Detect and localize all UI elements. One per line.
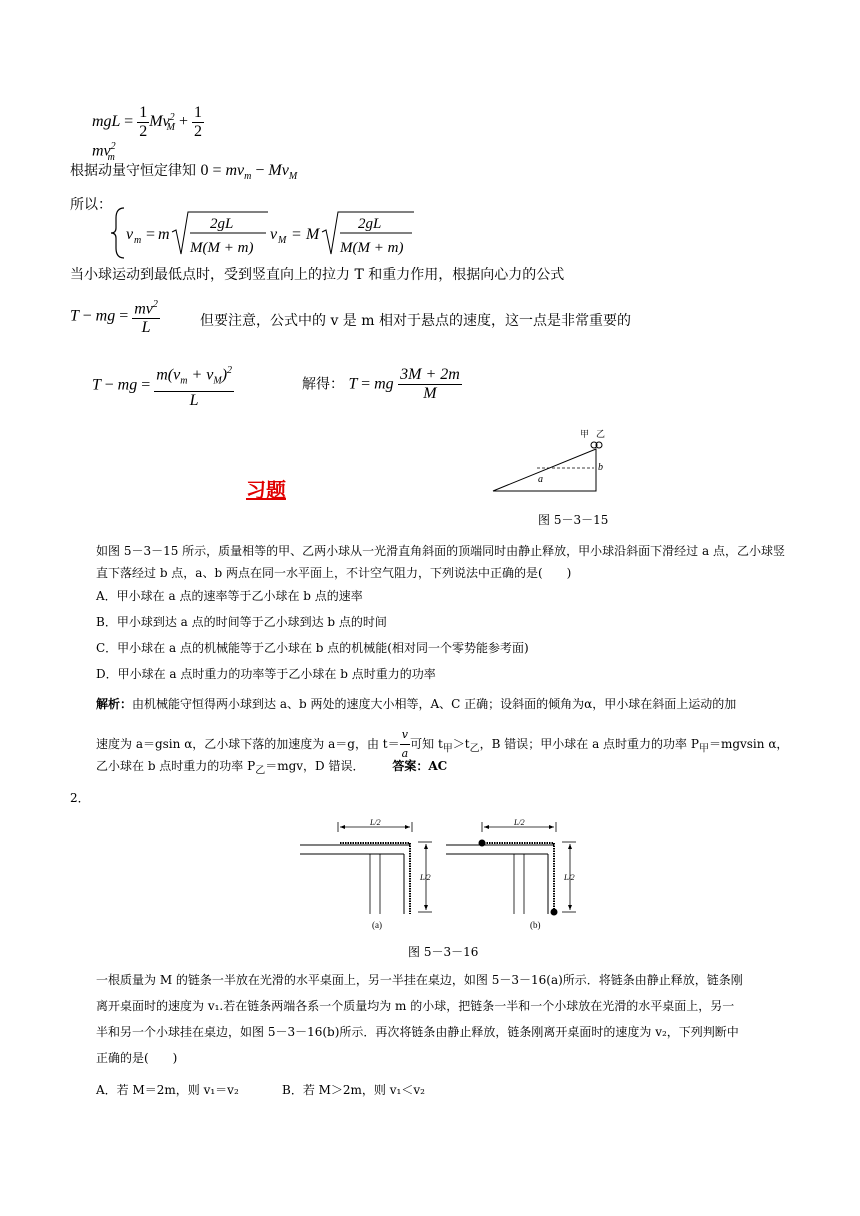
figure-chain <box>300 818 600 942</box>
label-yi: 乙 <box>596 430 606 440</box>
chain-diagram <box>300 818 600 938</box>
centripetal-equation: T − mg = $\frac{mv^2}{L}$ <box>70 296 160 337</box>
q1-option-b[interactable]: B．甲小球到达 a 点的时间等于乙小球到达 b 点的时间 <box>96 615 387 629</box>
q1-option-c[interactable]: C．甲小球在 a 点的机械能等于乙小球在 b 点的机械能(相对同一个零势能参考面) <box>96 641 529 655</box>
svg-text:(b): (b) <box>530 920 541 930</box>
svg-text:=: = <box>292 226 302 243</box>
svg-text:L/2: L/2 <box>420 873 431 882</box>
lowest-point-text: 当小球运动到最低点时，受到竖直向上的拉力 T 和重力作用，根据向心力的公式 <box>70 267 565 283</box>
q1-option-d[interactable]: D．甲小球在 a 点时重力的功率等于乙小球在 b 点时重力的功率 <box>96 667 436 681</box>
so-label: 所以： <box>70 197 112 213</box>
q2-stem-line2: 离开桌面时的速度为 v₁.若在链条两端各系一个质量均为 m 的小球，把链条一半和一个小球放在光滑的水平桌面上，另一 <box>96 999 735 1013</box>
q2-number: 2． <box>70 791 90 805</box>
label-a: a <box>538 474 543 485</box>
svg-text:(a): (a) <box>372 920 382 930</box>
q1-analysis-line3: 乙小球在 b 点时重力的功率 $P_乙=mgv$，D 错误． 答案：AC <box>96 759 448 777</box>
velocity-system <box>110 206 430 264</box>
tension-equation: T − mg = $\frac{m(v_m + v_M)^2}{L}$ <box>92 362 234 410</box>
svg-text:v: v <box>270 226 278 243</box>
svg-text:v: v <box>126 226 134 243</box>
svg-text:L/2: L/2 <box>370 818 381 827</box>
label-b: b <box>598 462 603 473</box>
q2-stem-line3: 半和另一个小球挂在桌边，如图 5－3－16(b)所示．再次将链条由静止释放，链条刚离开桌面时的速度为 v₂，下列判断中 <box>96 1025 739 1039</box>
solve-line: 解得： T = mg $\frac{3M + 2m}{M}$ <box>302 366 460 402</box>
section-title: 习题 <box>246 478 286 502</box>
figure1-caption: 图 5－3－15 <box>538 513 609 527</box>
svg-text:M: M <box>306 226 320 243</box>
incline-diagram <box>488 426 618 496</box>
svg-text:M(M + m): M(M + m) <box>340 240 404 256</box>
svg-text:2gL: 2gL <box>210 216 234 232</box>
svg-text:M(M + m): M(M + m) <box>190 240 254 256</box>
q1-answer: 答案：AC <box>392 759 448 773</box>
svg-text:L/2: L/2 <box>514 818 525 827</box>
velocity-system-svg <box>110 206 430 260</box>
figure-incline <box>488 426 618 500</box>
svg-text:L/2: L/2 <box>564 873 575 882</box>
note-text: 但要注意，公式中的 v 是 m 相对于悬点的速度，这一点是非常重要的 <box>200 313 631 329</box>
svg-text:=: = <box>146 226 156 243</box>
q2-stem-line4: 正确的是( ) <box>96 1051 178 1065</box>
chain-diagram-b <box>446 818 576 930</box>
chain-diagram-a <box>300 818 432 930</box>
q1-analysis-line1: 解析：由机械能守恒得两小球到达 a、b 两处的速度大小相等，A、C 正确；设斜面的倾角为α，甲小球在斜面上运动的加 <box>96 697 737 711</box>
q1-option-a[interactable]: A．甲小球在 a 点的速率等于乙小球在 b 点的速率 <box>96 589 363 603</box>
label-jia: 甲 <box>580 430 590 440</box>
svg-text:M: M <box>278 235 287 246</box>
figure2-caption: 图 5－3－16 <box>408 945 479 959</box>
analysis-label: 解析： <box>96 697 133 711</box>
q2-option-a[interactable]: A．若 M＝2m，则 v₁＝v₂ <box>96 1083 239 1097</box>
q1-stem: 如图 5－3－15 所示，质量相等的甲、乙两小球从一光滑直角斜面的顶端同时由静止释放，甲小球沿斜面下滑经过 a 点，乙小球竖直下落经过 b 点，a、b 两点在同一水平面上，不计空气阻力，下列说法中正确的是( ) <box>96 544 785 580</box>
q2-stem-line1: 一根质量为 M 的链条一半放在光滑的水平桌面上，另一半挂在桌边，如图 5－3－16(a)所示．将链条由静止释放，链条刚 <box>96 973 743 987</box>
q2-option-b[interactable]: B．若 M＞2m，则 v₁＜v₂ <box>282 1083 425 1097</box>
energy-equation: mgL = $\frac{1}{2}$ $Mv^2_M$ + $\frac{1}{2}$ $mv^2_m$ <box>92 104 203 163</box>
q1-analysis-line2: 速度为 a＝gsin α，乙小球下落的加速度为 a＝g，由 t＝ $\frac{v}{a}$ 可知 $t_甲>t_乙$，B 错误；甲小球在 a 点时重力的功率 $P_甲=mgvsin$ α， <box>96 728 789 760</box>
momentum-line: 根据动量守恒定律知 $0 = mv_m - Mv_M$ <box>70 162 298 183</box>
svg-text:2gL: 2gL <box>358 216 382 232</box>
svg-text:m: m <box>158 226 170 243</box>
svg-text:m: m <box>134 235 142 246</box>
